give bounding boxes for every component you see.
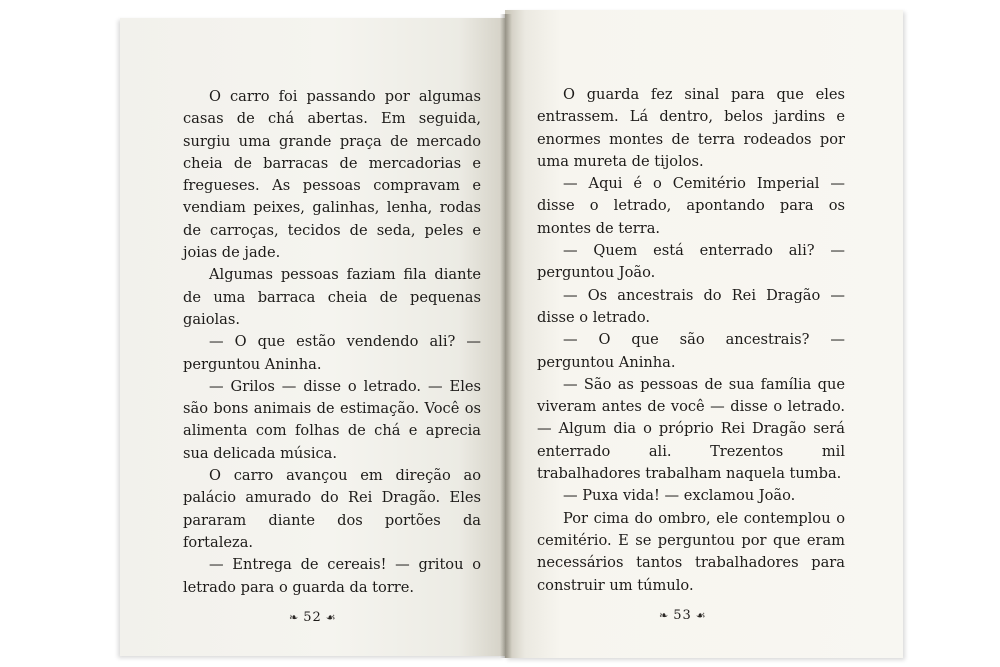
paragraph: — Aqui é o Cemitério Imperial — disse o letrado, apontando para os montes de terra. (537, 175, 845, 237)
ornament-left-icon: ❧ (289, 611, 300, 624)
ornament-right-icon: ☙ (695, 609, 707, 622)
left-page (120, 18, 505, 656)
ornament-left-icon: ❧ (659, 609, 670, 622)
paragraph: Algumas pessoas faziam fila diante de uma barraca cheia de pequenas gaiolas. (183, 266, 481, 328)
paragraph: O carro avançou em direção ao palácio amurado do Rei Dragão. Eles pararam diante dos portões da fortaleza. (183, 467, 481, 551)
paragraph: — O que são ancestrais? — perguntou Aninha. (537, 331, 845, 371)
page-number-value: 53 (673, 608, 692, 623)
right-page-text (537, 84, 845, 597)
paragraph: — Os ancestrais do Rei Dragão — disse o letrado. (537, 286, 845, 326)
paragraph: O guarda fez sinal para que eles entrassem. Lá dentro, belos jardins e enormes montes de terra rodeados por uma mureta de tijolos. (537, 86, 845, 170)
paragraph: — Quem está enterrado ali? — perguntou João. (537, 242, 845, 282)
page-number-value: 52 (303, 610, 322, 625)
paragraph: Por cima do ombro, ele contemplou o cemitério. E se perguntou por que eram necessários tantos trabalhadores para construir um túmulo. (537, 509, 845, 594)
ornament-right-icon: ☙ (325, 611, 337, 624)
paragraph: O carro foi passando por algumas casas de chá abertas. Em seguida, surgiu uma grande praça de mercado cheia de barracas de mercadorias e fregueses. As pessoas compravam e vendiam peixes, galinhas, lenha, rodas de carroças, tecidos de seda, peles e joias de jade. (183, 88, 481, 262)
paragraph: — Puxa vida! — exclamou João. (563, 487, 796, 505)
page-number (285, 610, 341, 625)
right-page (505, 10, 903, 658)
left-page-text (183, 86, 481, 599)
paragraph: — O que estão vendendo ali? — perguntou Aninha. (183, 333, 481, 373)
paragraph: — Entrega de cereais! — gritou o letrado para o guarda da torre. (183, 556, 481, 596)
paragraph: — São as pessoas de sua família que viveram antes de você — disse o letrado. — Algum dia o próprio Rei Dragão será enterrado ali. Trezentos mil trabalhadores trabalham naquela tumba. (537, 375, 845, 483)
paragraph: — Grilos — disse o letrado. — Eles são bons animais de estimação. Você os alimenta com folhas de chá e aprecia sua delicada música. (183, 377, 481, 462)
page-number (655, 608, 711, 623)
